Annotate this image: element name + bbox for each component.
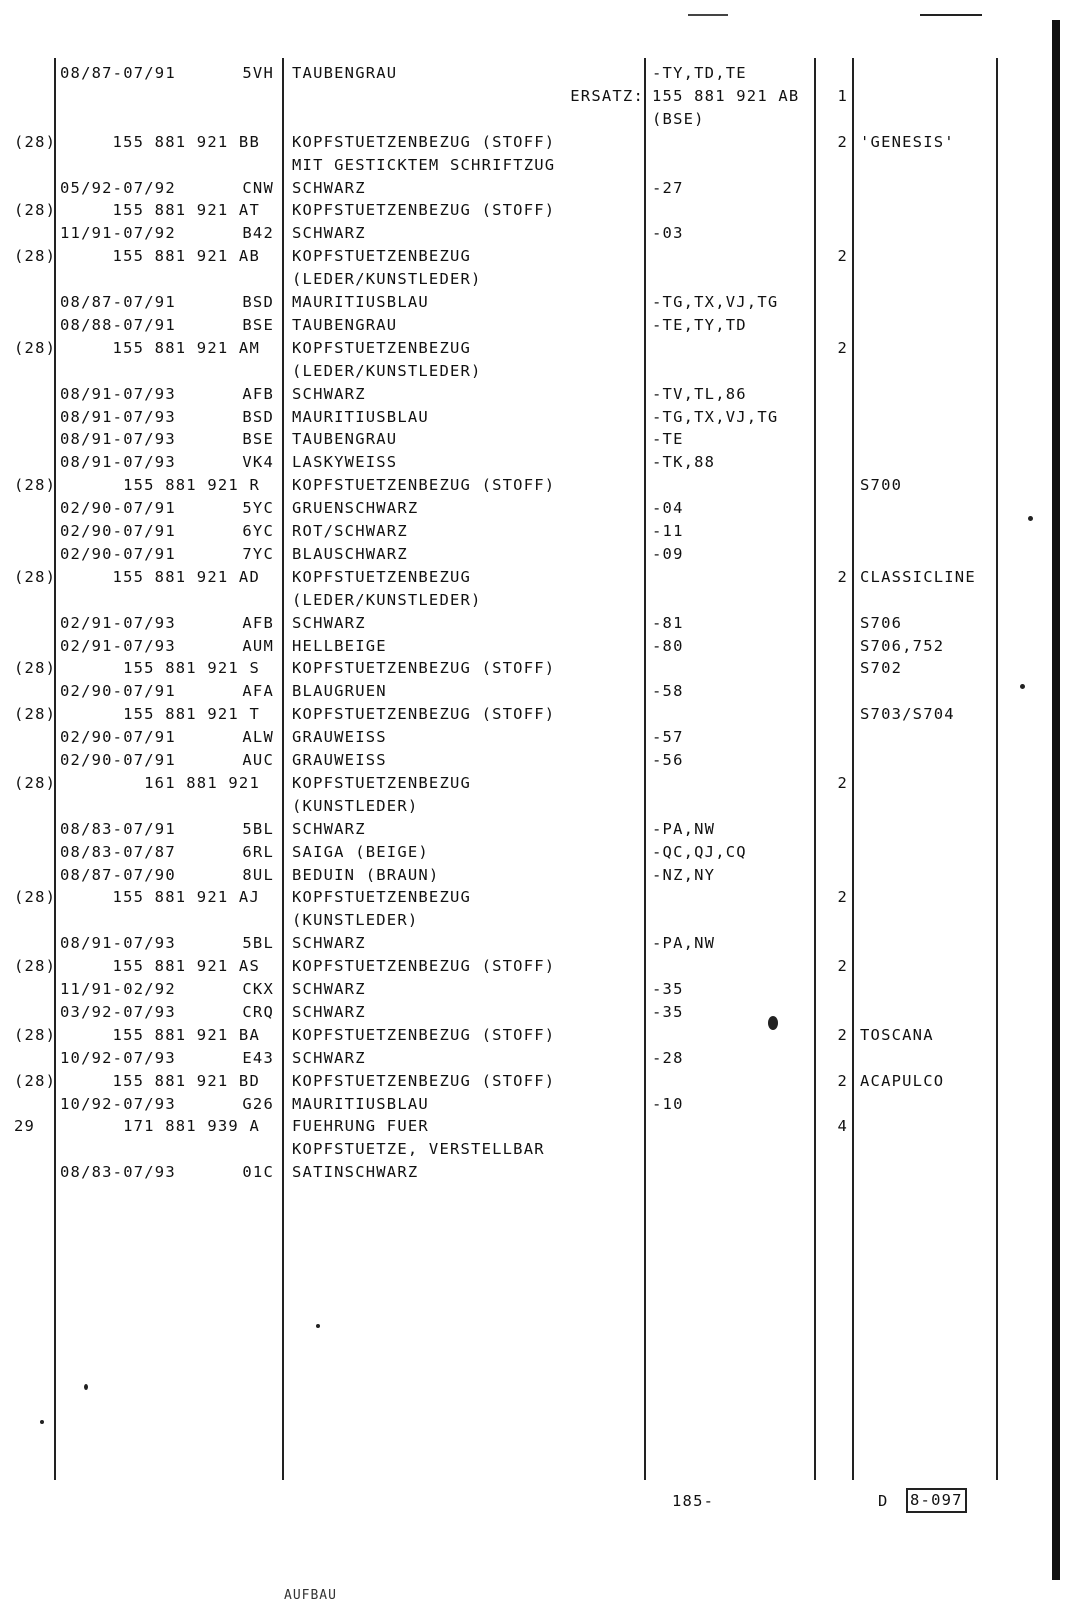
table-row <box>0 360 1050 383</box>
table-row <box>0 406 1050 429</box>
description-cell: BEDUIN (BRAUN) <box>292 865 440 884</box>
table-row <box>0 1024 1050 1047</box>
quantity-cell: 2 <box>837 1025 848 1044</box>
part-number-cell: 155 881 921 AD <box>112 567 260 586</box>
part-number-cell: 155 881 921 BD <box>112 1071 260 1090</box>
description-cell: KOPFSTUETZENBEZUG (STOFF) <box>292 957 556 976</box>
remark-cell: (BSE) <box>652 109 705 128</box>
table-row <box>0 1161 1050 1184</box>
date-range-cell: 08/87-07/91 <box>60 293 176 311</box>
color-code-cell: 6RL <box>242 842 274 861</box>
table-row <box>0 589 1050 612</box>
remark-cell: -TE,TY,TD <box>652 315 747 334</box>
table-row <box>0 818 1050 841</box>
description-cell: TAUBENGRAU <box>292 315 398 334</box>
date-range-cell: 10/92-07/93 <box>60 1094 176 1113</box>
description-cell: SCHWARZ <box>292 980 366 998</box>
description-cell: KOPFSTUETZENBEZUG <box>292 888 472 907</box>
remark-cell: -56 <box>652 751 684 769</box>
table-row <box>0 657 1050 680</box>
page-reference: 8-097 <box>906 1488 967 1513</box>
date-range-cell: 02/90-07/91 <box>60 499 176 518</box>
description-cell: SATINSCHWARZ <box>292 1163 419 1182</box>
position-cell: (28) <box>14 132 57 151</box>
date-range-cell: 02/90-07/91 <box>60 682 176 701</box>
description-cell: BLAUSCHWARZ <box>292 544 408 563</box>
color-code-cell: 5BL <box>242 934 274 953</box>
description-cell: TAUBENGRAU <box>292 430 398 449</box>
description-cell: MAURITIUSBLAU <box>292 293 429 311</box>
position-cell: (28) <box>14 201 57 220</box>
description-cell: KOPFSTUETZENBEZUG (STOFF) <box>292 1071 556 1090</box>
part-number-cell: 155 881 921 R <box>123 476 260 495</box>
remark-cell: -81 <box>652 613 684 632</box>
description-cell: TAUBENGRAU <box>292 64 398 82</box>
scan-speck <box>40 1420 44 1424</box>
part-number-cell: 171 881 939 A <box>123 1117 260 1136</box>
position-cell: (28) <box>14 338 57 357</box>
scan-speck <box>768 1016 778 1030</box>
section-letter: D <box>878 1492 889 1510</box>
description-cell: HELLBEIGE <box>292 636 387 655</box>
table-row <box>0 222 1050 245</box>
model-cell: S706,752 <box>860 636 945 655</box>
date-range-cell: 05/92-07/92 <box>60 178 176 197</box>
model-cell: S703/S704 <box>860 705 955 724</box>
part-number-cell: 155 881 921 AM <box>112 338 260 357</box>
date-range-cell: 11/91-07/92 <box>60 224 176 243</box>
position-cell: 29 <box>14 1117 36 1136</box>
date-range-cell: 02/90-07/91 <box>60 728 176 747</box>
ersatz-label: ERSATZ: <box>570 86 644 105</box>
quantity-cell: 2 <box>837 1071 848 1090</box>
remark-cell: -QC,QJ,CQ <box>652 842 747 861</box>
remark-cell: -TV,TL,86 <box>652 384 747 403</box>
description-cell: FUEHRUNG FUER <box>292 1117 429 1136</box>
remark-cell: -35 <box>652 980 684 998</box>
remark-cell: -NZ,NY <box>652 865 716 884</box>
model-cell: S700 <box>860 476 903 495</box>
description-cell: SCHWARZ <box>292 819 366 838</box>
description-cell: ROT/SCHWARZ <box>292 522 408 540</box>
position-cell: (28) <box>14 773 57 792</box>
remark-cell: -35 <box>652 1002 684 1021</box>
table-row <box>0 1001 1050 1024</box>
date-range-cell: 11/91-02/92 <box>60 980 176 998</box>
color-code-cell: BSD <box>242 293 274 311</box>
description-cell: KOPFSTUETZE, VERSTELLBAR <box>292 1140 545 1159</box>
position-cell: (28) <box>14 659 57 678</box>
scan-edge <box>1052 20 1060 1580</box>
color-code-cell: AUM <box>242 636 274 655</box>
date-range-cell: 08/88-07/91 <box>60 315 176 334</box>
date-range-cell: 02/90-07/91 <box>60 751 176 769</box>
color-code-cell: AFB <box>242 384 274 403</box>
table-row <box>0 268 1050 291</box>
top-rule <box>920 14 982 16</box>
page-number: 185- <box>672 1492 715 1510</box>
color-code-cell: CNW <box>242 178 274 197</box>
description-cell: (LEDER/KUNSTLEDER) <box>292 590 482 609</box>
position-cell: (28) <box>14 476 57 495</box>
part-number-cell: 155 881 921 S <box>123 659 260 678</box>
date-range-cell: 03/92-07/93 <box>60 1002 176 1021</box>
position-cell: (28) <box>14 1071 57 1090</box>
table-row <box>0 1047 1050 1070</box>
scan-speck <box>1020 684 1025 689</box>
position-cell: (28) <box>14 888 57 907</box>
model-cell: ACAPULCO <box>860 1071 945 1090</box>
date-range-cell: 02/90-07/91 <box>60 544 176 563</box>
color-code-cell: 5VH <box>242 64 274 82</box>
remark-cell: -28 <box>652 1048 684 1067</box>
remark-cell: -TY,TD,TE <box>652 64 747 82</box>
remark-cell: -TG,TX,VJ,TG <box>652 407 779 426</box>
color-code-cell: G26 <box>242 1094 274 1113</box>
date-range-cell: 08/83-07/91 <box>60 819 176 838</box>
table-row <box>0 772 1050 795</box>
color-code-cell: BSE <box>242 430 274 449</box>
top-mark <box>688 14 728 16</box>
table-row <box>0 612 1050 635</box>
description-cell: BLAUGRUEN <box>292 682 387 701</box>
table-row <box>0 291 1050 314</box>
quantity-cell: 2 <box>837 773 848 792</box>
date-range-cell: 10/92-07/93 <box>60 1048 176 1067</box>
color-code-cell: ALW <box>242 728 274 747</box>
quantity-cell: 2 <box>837 888 848 907</box>
date-range-cell: 08/83-07/87 <box>60 842 176 861</box>
quantity-cell: 2 <box>837 957 848 976</box>
table-row <box>0 1093 1050 1116</box>
quantity-cell: 2 <box>837 567 848 586</box>
table-row <box>0 85 1050 108</box>
description-cell: GRAUWEISS <box>292 728 387 747</box>
remark-cell: 155 881 921 AB <box>652 86 800 105</box>
remark-cell: -TK,88 <box>652 453 716 472</box>
remark-cell: -11 <box>652 522 684 540</box>
remark-cell: -80 <box>652 636 684 655</box>
table-row <box>0 199 1050 222</box>
part-number-cell: 155 881 921 T <box>123 705 260 724</box>
position-cell: (28) <box>14 1025 57 1044</box>
color-code-cell: AFB <box>242 613 274 632</box>
description-cell: KOPFSTUETZENBEZUG (STOFF) <box>292 659 556 678</box>
table-row <box>0 566 1050 589</box>
date-range-cell: 08/91-07/93 <box>60 430 176 449</box>
scan-speck <box>84 1384 88 1390</box>
table-row <box>0 978 1050 1001</box>
date-range-cell: 08/91-07/93 <box>60 934 176 953</box>
remark-cell: -58 <box>652 682 684 701</box>
position-cell: (28) <box>14 705 57 724</box>
description-cell: SCHWARZ <box>292 613 366 632</box>
part-number-cell: 155 881 921 AJ <box>112 888 260 907</box>
model-cell: 'GENESIS' <box>860 132 955 151</box>
color-code-cell: E43 <box>242 1048 274 1067</box>
remark-cell: -04 <box>652 499 684 518</box>
description-cell: (KUNSTLEDER) <box>292 796 419 815</box>
table-row <box>0 497 1050 520</box>
table-row <box>0 726 1050 749</box>
description-cell: SCHWARZ <box>292 224 366 243</box>
description-cell: MAURITIUSBLAU <box>292 1094 429 1113</box>
scan-speck <box>1028 516 1033 521</box>
table-row <box>0 703 1050 726</box>
description-cell: SCHWARZ <box>292 934 366 953</box>
quantity-cell: 2 <box>837 132 848 151</box>
date-range-cell: 08/87-07/91 <box>60 64 176 82</box>
description-cell: MIT GESTICKTEM SCHRIFTZUG <box>292 155 556 174</box>
table-row <box>0 245 1050 268</box>
part-number-cell: 161 881 921 <box>144 773 260 792</box>
table-row <box>0 154 1050 177</box>
date-range-cell: 08/91-07/93 <box>60 453 176 472</box>
table-row <box>0 1115 1050 1138</box>
date-range-cell: 08/87-07/90 <box>60 865 176 884</box>
color-code-cell: CKX <box>242 980 274 998</box>
color-code-cell: CRQ <box>242 1002 274 1021</box>
color-code-cell: BSD <box>242 407 274 426</box>
color-code-cell: AFA <box>242 682 274 701</box>
table-row <box>0 451 1050 474</box>
description-cell: KOPFSTUETZENBEZUG (STOFF) <box>292 705 556 724</box>
part-number-cell: 155 881 921 BB <box>112 132 260 151</box>
model-cell: TOSCANA <box>860 1025 934 1044</box>
quantity-cell: 1 <box>837 86 848 105</box>
scan-speck <box>316 1324 320 1328</box>
remark-cell: -27 <box>652 178 684 197</box>
table-row <box>0 520 1050 543</box>
table-row <box>0 131 1050 154</box>
color-code-cell: 7YC <box>242 544 274 563</box>
table-row <box>0 428 1050 451</box>
description-cell: SCHWARZ <box>292 1002 366 1021</box>
color-code-cell: 01C <box>242 1163 274 1182</box>
description-cell: (LEDER/KUNSTLEDER) <box>292 361 482 380</box>
table-row <box>0 635 1050 658</box>
table-row <box>0 909 1050 932</box>
description-cell: SAIGA (BEIGE) <box>292 842 429 861</box>
description-cell: KOPFSTUETZENBEZUG (STOFF) <box>292 132 556 151</box>
quantity-cell: 2 <box>837 338 848 357</box>
description-cell: LASKYWEISS <box>292 453 398 472</box>
remark-cell: -PA,NW <box>652 934 716 953</box>
color-code-cell: AUC <box>242 751 274 769</box>
color-code-cell: 8UL <box>242 865 274 884</box>
color-code-cell: 5BL <box>242 819 274 838</box>
remark-cell: -03 <box>652 224 684 243</box>
remark-cell: -57 <box>652 728 684 747</box>
date-range-cell: 08/83-07/93 <box>60 1163 176 1182</box>
date-range-cell: 02/91-07/93 <box>60 613 176 632</box>
color-code-cell: 5YC <box>242 499 274 518</box>
part-number-cell: 155 881 921 AS <box>112 957 260 976</box>
remark-cell: -TE <box>652 430 684 449</box>
model-cell: S706 <box>860 613 903 632</box>
quantity-cell: 4 <box>837 1117 848 1136</box>
date-range-cell: 02/90-07/91 <box>60 522 176 540</box>
remark-cell: -09 <box>652 544 684 563</box>
description-cell: KOPFSTUETZENBEZUG (STOFF) <box>292 201 556 220</box>
part-number-cell: 155 881 921 BA <box>112 1025 260 1044</box>
description-cell: KOPFSTUETZENBEZUG <box>292 338 472 357</box>
color-code-cell: VK4 <box>242 453 274 472</box>
date-range-cell: 08/91-07/93 <box>60 384 176 403</box>
position-cell: (28) <box>14 957 57 976</box>
table-row <box>0 680 1050 703</box>
remark-cell: -10 <box>652 1094 684 1113</box>
color-code-cell: BSE <box>242 315 274 334</box>
table-row <box>0 543 1050 566</box>
model-cell: S702 <box>860 659 903 678</box>
quantity-cell: 2 <box>837 247 848 266</box>
table-row <box>0 932 1050 955</box>
table-row <box>0 337 1050 360</box>
table-row <box>0 1138 1050 1161</box>
table-row <box>0 749 1050 772</box>
table-row <box>0 886 1050 909</box>
description-cell: MAURITIUSBLAU <box>292 407 429 426</box>
part-number-cell: 155 881 921 AT <box>112 201 260 220</box>
description-cell: GRUENSCHWARZ <box>292 499 419 518</box>
table-row <box>0 955 1050 978</box>
color-code-cell: B42 <box>242 224 274 243</box>
bottom-cut-text-mid: AUFBAU <box>284 1588 337 1603</box>
description-cell: SCHWARZ <box>292 384 366 403</box>
remark-cell: -PA,NW <box>652 819 716 838</box>
position-cell: (28) <box>14 247 57 266</box>
table-row <box>0 62 1050 85</box>
remark-cell: -TG,TX,VJ,TG <box>652 293 779 311</box>
date-range-cell: 08/91-07/93 <box>60 407 176 426</box>
position-cell: (28) <box>14 567 57 586</box>
description-cell: KOPFSTUETZENBEZUG <box>292 567 472 586</box>
description-cell: KOPFSTUETZENBEZUG <box>292 247 472 266</box>
description-cell: (KUNSTLEDER) <box>292 911 419 930</box>
table-row <box>0 795 1050 818</box>
description-cell: KOPFSTUETZENBEZUG (STOFF) <box>292 476 556 495</box>
description-cell: KOPFSTUETZENBEZUG <box>292 773 472 792</box>
table-row <box>0 177 1050 200</box>
description-cell: SCHWARZ <box>292 1048 366 1067</box>
model-cell: CLASSICLINE <box>860 567 976 586</box>
color-code-cell: 6YC <box>242 522 274 540</box>
description-cell: GRAUWEISS <box>292 751 387 769</box>
table-row <box>0 108 1050 131</box>
table-row <box>0 314 1050 337</box>
table-row <box>0 474 1050 497</box>
table-row <box>0 383 1050 406</box>
table-row <box>0 841 1050 864</box>
date-range-cell: 02/91-07/93 <box>60 636 176 655</box>
description-cell: KOPFSTUETZENBEZUG (STOFF) <box>292 1025 556 1044</box>
description-cell: (LEDER/KUNSTLEDER) <box>292 270 482 289</box>
description-cell: SCHWARZ <box>292 178 366 197</box>
part-number-cell: 155 881 921 AB <box>112 247 260 266</box>
table-row <box>0 1070 1050 1093</box>
table-row <box>0 864 1050 887</box>
